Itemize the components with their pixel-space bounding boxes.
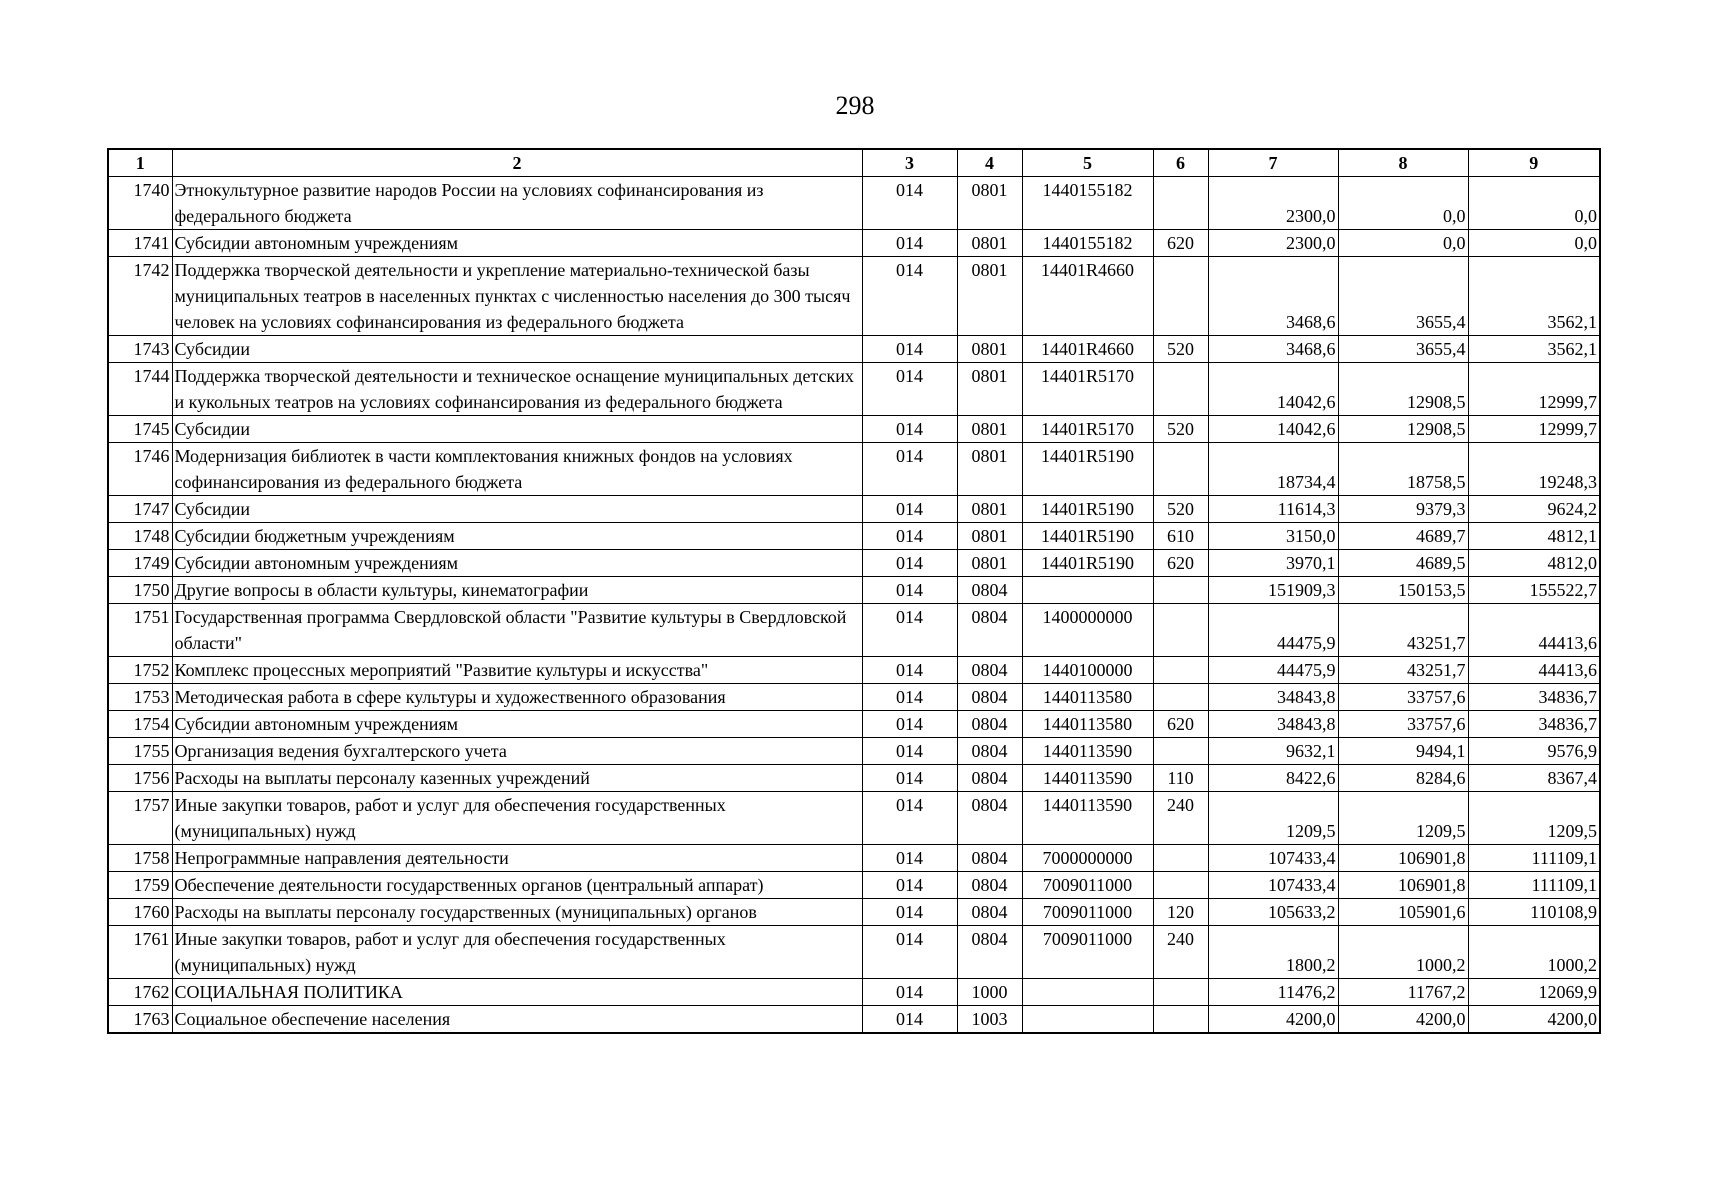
expense-type-code-cell: 520 bbox=[1153, 496, 1208, 523]
section-code-cell: 0804 bbox=[957, 684, 1022, 711]
amount-year-3-cell: 0,0 bbox=[1468, 230, 1600, 257]
row-name-cell: Субсидии bbox=[172, 416, 862, 443]
target-article-code-cell: 1440113580 bbox=[1022, 711, 1153, 738]
row-number-cell: 1740 bbox=[108, 177, 172, 230]
row-name-cell: Субсидии bbox=[172, 496, 862, 523]
target-article-code-cell bbox=[1022, 1006, 1153, 1034]
ministry-code-cell: 014 bbox=[862, 550, 957, 577]
ministry-code-cell: 014 bbox=[862, 416, 957, 443]
amount-year-2-cell: 4200,0 bbox=[1338, 1006, 1468, 1034]
table-row bbox=[108, 550, 1600, 577]
section-code-cell: 0801 bbox=[957, 443, 1022, 496]
target-article-code-cell: 1400000000 bbox=[1022, 604, 1153, 657]
amount-year-2-cell: 106901,8 bbox=[1338, 872, 1468, 899]
amount-year-1-cell: 9632,1 bbox=[1208, 738, 1338, 765]
amount-year-2-cell: 33757,6 bbox=[1338, 684, 1468, 711]
amount-year-3-cell: 9576,9 bbox=[1468, 738, 1600, 765]
row-name-cell: Другие вопросы в области культуры, кинематографии bbox=[172, 577, 862, 604]
amount-year-2-cell: 3655,4 bbox=[1338, 336, 1468, 363]
page-number: 298 bbox=[835, 91, 875, 120]
section-code-cell: 0801 bbox=[957, 496, 1022, 523]
amount-year-3-cell: 12999,7 bbox=[1468, 363, 1600, 416]
row-name-cell: Обеспечение деятельности государственных органов (центральный аппарат) bbox=[172, 872, 862, 899]
row-number-cell: 1748 bbox=[108, 523, 172, 550]
target-article-code-cell: 1440113590 bbox=[1022, 765, 1153, 792]
column-header: 3 bbox=[862, 149, 957, 177]
amount-year-1-cell: 151909,3 bbox=[1208, 577, 1338, 604]
section-code-cell: 0804 bbox=[957, 604, 1022, 657]
amount-year-3-cell: 12999,7 bbox=[1468, 416, 1600, 443]
row-number-cell: 1754 bbox=[108, 711, 172, 738]
table-row bbox=[108, 792, 1600, 845]
expense-type-code-cell: 620 bbox=[1153, 711, 1208, 738]
amount-year-2-cell: 9494,1 bbox=[1338, 738, 1468, 765]
section-code-cell: 0804 bbox=[957, 845, 1022, 872]
table-row bbox=[108, 416, 1600, 443]
ministry-code-cell: 014 bbox=[862, 738, 957, 765]
ministry-code-cell: 014 bbox=[862, 711, 957, 738]
row-name-cell: Организация ведения бухгалтерского учета bbox=[172, 738, 862, 765]
ministry-code-cell: 014 bbox=[862, 899, 957, 926]
column-header: 4 bbox=[957, 149, 1022, 177]
row-number-cell: 1741 bbox=[108, 230, 172, 257]
budget-table bbox=[107, 148, 1601, 1034]
amount-year-2-cell: 9379,3 bbox=[1338, 496, 1468, 523]
target-article-code-cell: 14401R4660 bbox=[1022, 257, 1153, 336]
amount-year-2-cell: 0,0 bbox=[1338, 230, 1468, 257]
target-article-code-cell: 14401R5190 bbox=[1022, 523, 1153, 550]
ministry-code-cell: 014 bbox=[862, 684, 957, 711]
row-number-cell: 1746 bbox=[108, 443, 172, 496]
amount-year-2-cell: 33757,6 bbox=[1338, 711, 1468, 738]
table-body bbox=[108, 177, 1600, 1034]
target-article-code-cell: 14401R5190 bbox=[1022, 496, 1153, 523]
ministry-code-cell: 014 bbox=[862, 872, 957, 899]
amount-year-3-cell: 0,0 bbox=[1468, 177, 1600, 230]
row-number-cell: 1756 bbox=[108, 765, 172, 792]
section-code-cell: 0801 bbox=[957, 523, 1022, 550]
amount-year-1-cell: 2300,0 bbox=[1208, 177, 1338, 230]
ministry-code-cell: 014 bbox=[862, 443, 957, 496]
column-header: 8 bbox=[1338, 149, 1468, 177]
target-article-code-cell: 1440113590 bbox=[1022, 792, 1153, 845]
target-article-code-cell bbox=[1022, 577, 1153, 604]
expense-type-code-cell: 620 bbox=[1153, 550, 1208, 577]
expense-type-code-cell: 520 bbox=[1153, 416, 1208, 443]
amount-year-2-cell: 105901,6 bbox=[1338, 899, 1468, 926]
section-code-cell: 1000 bbox=[957, 979, 1022, 1006]
row-name-cell: Методическая работа в сфере культуры и художественного образования bbox=[172, 684, 862, 711]
row-number-cell: 1763 bbox=[108, 1006, 172, 1034]
expense-type-code-cell bbox=[1153, 845, 1208, 872]
amount-year-2-cell: 18758,5 bbox=[1338, 443, 1468, 496]
table-row bbox=[108, 872, 1600, 899]
row-name-cell: Субсидии bbox=[172, 336, 862, 363]
table-row bbox=[108, 845, 1600, 872]
amount-year-3-cell: 34836,7 bbox=[1468, 684, 1600, 711]
ministry-code-cell: 014 bbox=[862, 363, 957, 416]
amount-year-2-cell: 43251,7 bbox=[1338, 604, 1468, 657]
amount-year-1-cell: 1800,2 bbox=[1208, 926, 1338, 979]
expense-type-code-cell: 120 bbox=[1153, 899, 1208, 926]
row-number-cell: 1743 bbox=[108, 336, 172, 363]
row-name-cell: Социальное обеспечение населения bbox=[172, 1006, 862, 1034]
target-article-code-cell: 1440155182 bbox=[1022, 230, 1153, 257]
table-row bbox=[108, 443, 1600, 496]
ministry-code-cell: 014 bbox=[862, 1006, 957, 1034]
amount-year-1-cell: 107433,4 bbox=[1208, 845, 1338, 872]
ministry-code-cell: 014 bbox=[862, 979, 957, 1006]
table-header-row bbox=[108, 149, 1600, 177]
amount-year-1-cell: 11476,2 bbox=[1208, 979, 1338, 1006]
row-number-cell: 1747 bbox=[108, 496, 172, 523]
amount-year-1-cell: 3150,0 bbox=[1208, 523, 1338, 550]
row-name-cell: Поддержка творческой деятельности и техническое оснащение муниципальных детских и кукольных театров на условиях софинансирования из федерального бюджета bbox=[172, 363, 862, 416]
row-name-cell: Расходы на выплаты персоналу казенных учреждений bbox=[172, 765, 862, 792]
section-code-cell: 0801 bbox=[957, 230, 1022, 257]
amount-year-1-cell: 3970,1 bbox=[1208, 550, 1338, 577]
row-number-cell: 1750 bbox=[108, 577, 172, 604]
column-header: 7 bbox=[1208, 149, 1338, 177]
table-row bbox=[108, 979, 1600, 1006]
row-name-cell: Субсидии автономным учреждениям bbox=[172, 230, 862, 257]
section-code-cell: 0801 bbox=[957, 336, 1022, 363]
row-number-cell: 1761 bbox=[108, 926, 172, 979]
row-name-cell: Субсидии бюджетным учреждениям bbox=[172, 523, 862, 550]
section-code-cell: 0804 bbox=[957, 738, 1022, 765]
target-article-code-cell: 14401R5190 bbox=[1022, 443, 1153, 496]
ministry-code-cell: 014 bbox=[862, 926, 957, 979]
table-row bbox=[108, 1006, 1600, 1034]
target-article-code-cell: 14401R5170 bbox=[1022, 363, 1153, 416]
target-article-code-cell: 14401R4660 bbox=[1022, 336, 1153, 363]
section-code-cell: 0801 bbox=[957, 550, 1022, 577]
amount-year-2-cell: 1000,2 bbox=[1338, 926, 1468, 979]
column-header: 2 bbox=[172, 149, 862, 177]
ministry-code-cell: 014 bbox=[862, 657, 957, 684]
table-row bbox=[108, 336, 1600, 363]
amount-year-2-cell: 12908,5 bbox=[1338, 363, 1468, 416]
amount-year-2-cell: 43251,7 bbox=[1338, 657, 1468, 684]
target-article-code-cell: 1440113580 bbox=[1022, 684, 1153, 711]
column-header: 5 bbox=[1022, 149, 1153, 177]
row-number-cell: 1755 bbox=[108, 738, 172, 765]
column-header: 1 bbox=[108, 149, 172, 177]
expense-type-code-cell: 520 bbox=[1153, 336, 1208, 363]
section-code-cell: 0804 bbox=[957, 765, 1022, 792]
amount-year-3-cell: 8367,4 bbox=[1468, 765, 1600, 792]
amount-year-1-cell: 105633,2 bbox=[1208, 899, 1338, 926]
row-number-cell: 1760 bbox=[108, 899, 172, 926]
section-code-cell: 0804 bbox=[957, 926, 1022, 979]
row-number-cell: 1752 bbox=[108, 657, 172, 684]
ministry-code-cell: 014 bbox=[862, 845, 957, 872]
row-number-cell: 1762 bbox=[108, 979, 172, 1006]
table-row bbox=[108, 711, 1600, 738]
amount-year-2-cell: 1209,5 bbox=[1338, 792, 1468, 845]
row-name-cell: Иные закупки товаров, работ и услуг для обеспечения государственных (муниципальных) нужд bbox=[172, 792, 862, 845]
amount-year-3-cell: 4812,0 bbox=[1468, 550, 1600, 577]
amount-year-2-cell: 0,0 bbox=[1338, 177, 1468, 230]
row-name-cell: Модернизация библиотек в части комплектования книжных фондов на условиях софинансирования из федерального бюджета bbox=[172, 443, 862, 496]
ministry-code-cell: 014 bbox=[862, 765, 957, 792]
row-number-cell: 1758 bbox=[108, 845, 172, 872]
expense-type-code-cell bbox=[1153, 577, 1208, 604]
target-article-code-cell: 7009011000 bbox=[1022, 926, 1153, 979]
table-row bbox=[108, 765, 1600, 792]
section-code-cell: 0804 bbox=[957, 657, 1022, 684]
amount-year-3-cell: 155522,7 bbox=[1468, 577, 1600, 604]
section-code-cell: 0804 bbox=[957, 792, 1022, 845]
amount-year-3-cell: 4200,0 bbox=[1468, 1006, 1600, 1034]
amount-year-1-cell: 2300,0 bbox=[1208, 230, 1338, 257]
table-row bbox=[108, 577, 1600, 604]
row-number-cell: 1745 bbox=[108, 416, 172, 443]
amount-year-3-cell: 44413,6 bbox=[1468, 604, 1600, 657]
section-code-cell: 0804 bbox=[957, 711, 1022, 738]
expense-type-code-cell bbox=[1153, 684, 1208, 711]
table-row bbox=[108, 604, 1600, 657]
amount-year-3-cell: 19248,3 bbox=[1468, 443, 1600, 496]
section-code-cell: 0804 bbox=[957, 872, 1022, 899]
table-row bbox=[108, 899, 1600, 926]
row-number-cell: 1749 bbox=[108, 550, 172, 577]
target-article-code-cell: 7009011000 bbox=[1022, 872, 1153, 899]
section-code-cell: 0801 bbox=[957, 363, 1022, 416]
section-code-cell: 0804 bbox=[957, 577, 1022, 604]
amount-year-1-cell: 44475,9 bbox=[1208, 604, 1338, 657]
target-article-code-cell: 1440113590 bbox=[1022, 738, 1153, 765]
expense-type-code-cell bbox=[1153, 177, 1208, 230]
amount-year-1-cell: 4200,0 bbox=[1208, 1006, 1338, 1034]
amount-year-1-cell: 34843,8 bbox=[1208, 684, 1338, 711]
amount-year-1-cell: 11614,3 bbox=[1208, 496, 1338, 523]
column-header: 6 bbox=[1153, 149, 1208, 177]
expense-type-code-cell bbox=[1153, 604, 1208, 657]
table-row bbox=[108, 684, 1600, 711]
column-header: 9 bbox=[1468, 149, 1600, 177]
amount-year-3-cell: 3562,1 bbox=[1468, 336, 1600, 363]
ministry-code-cell: 014 bbox=[862, 496, 957, 523]
amount-year-1-cell: 107433,4 bbox=[1208, 872, 1338, 899]
amount-year-3-cell: 34836,7 bbox=[1468, 711, 1600, 738]
ministry-code-cell: 014 bbox=[862, 230, 957, 257]
target-article-code-cell: 7000000000 bbox=[1022, 845, 1153, 872]
amount-year-3-cell: 111109,1 bbox=[1468, 872, 1600, 899]
amount-year-1-cell: 14042,6 bbox=[1208, 416, 1338, 443]
expense-type-code-cell: 240 bbox=[1153, 926, 1208, 979]
amount-year-1-cell: 8422,6 bbox=[1208, 765, 1338, 792]
expense-type-code-cell: 610 bbox=[1153, 523, 1208, 550]
amount-year-3-cell: 12069,9 bbox=[1468, 979, 1600, 1006]
ministry-code-cell: 014 bbox=[862, 336, 957, 363]
row-number-cell: 1744 bbox=[108, 363, 172, 416]
expense-type-code-cell bbox=[1153, 363, 1208, 416]
row-number-cell: 1751 bbox=[108, 604, 172, 657]
target-article-code-cell bbox=[1022, 979, 1153, 1006]
table-row bbox=[108, 496, 1600, 523]
amount-year-2-cell: 150153,5 bbox=[1338, 577, 1468, 604]
row-name-cell: Субсидии автономным учреждениям bbox=[172, 550, 862, 577]
expense-type-code-cell: 620 bbox=[1153, 230, 1208, 257]
table-row bbox=[108, 230, 1600, 257]
amount-year-3-cell: 9624,2 bbox=[1468, 496, 1600, 523]
ministry-code-cell: 014 bbox=[862, 523, 957, 550]
amount-year-3-cell: 3562,1 bbox=[1468, 257, 1600, 336]
expense-type-code-cell bbox=[1153, 443, 1208, 496]
amount-year-2-cell: 106901,8 bbox=[1338, 845, 1468, 872]
amount-year-1-cell: 3468,6 bbox=[1208, 257, 1338, 336]
table-row bbox=[108, 926, 1600, 979]
table-row bbox=[108, 177, 1600, 230]
expense-type-code-cell bbox=[1153, 257, 1208, 336]
table-row bbox=[108, 657, 1600, 684]
row-name-cell: Этнокультурное развитие народов России на условиях софинансирования из федерального бюджета bbox=[172, 177, 862, 230]
expense-type-code-cell bbox=[1153, 979, 1208, 1006]
amount-year-1-cell: 34843,8 bbox=[1208, 711, 1338, 738]
amount-year-3-cell: 4812,1 bbox=[1468, 523, 1600, 550]
section-code-cell: 0801 bbox=[957, 257, 1022, 336]
amount-year-3-cell: 111109,1 bbox=[1468, 845, 1600, 872]
row-name-cell: Иные закупки товаров, работ и услуг для обеспечения государственных (муниципальных) нужд bbox=[172, 926, 862, 979]
amount-year-3-cell: 44413,6 bbox=[1468, 657, 1600, 684]
amount-year-2-cell: 8284,6 bbox=[1338, 765, 1468, 792]
target-article-code-cell: 1440100000 bbox=[1022, 657, 1153, 684]
target-article-code-cell: 7009011000 bbox=[1022, 899, 1153, 926]
row-name-cell: Поддержка творческой деятельности и укрепление материально-технической базы муниципальных театров в населенных пунктах с численностью населения до 300 тысяч человек на условиях софинансирования из федерального бюджета bbox=[172, 257, 862, 336]
expense-type-code-cell bbox=[1153, 1006, 1208, 1034]
row-number-cell: 1759 bbox=[108, 872, 172, 899]
section-code-cell: 0801 bbox=[957, 177, 1022, 230]
row-name-cell: Государственная программа Свердловской области "Развитие культуры в Свердловской области" bbox=[172, 604, 862, 657]
target-article-code-cell: 14401R5190 bbox=[1022, 550, 1153, 577]
amount-year-1-cell: 14042,6 bbox=[1208, 363, 1338, 416]
target-article-code-cell: 14401R5170 bbox=[1022, 416, 1153, 443]
amount-year-1-cell: 1209,5 bbox=[1208, 792, 1338, 845]
row-name-cell: СОЦИАЛЬНАЯ ПОЛИТИКА bbox=[172, 979, 862, 1006]
ministry-code-cell: 014 bbox=[862, 792, 957, 845]
amount-year-3-cell: 1209,5 bbox=[1468, 792, 1600, 845]
row-number-cell: 1757 bbox=[108, 792, 172, 845]
table-row bbox=[108, 257, 1600, 336]
amount-year-2-cell: 3655,4 bbox=[1338, 257, 1468, 336]
table-row bbox=[108, 523, 1600, 550]
amount-year-2-cell: 4689,7 bbox=[1338, 523, 1468, 550]
row-number-cell: 1742 bbox=[108, 257, 172, 336]
amount-year-2-cell: 12908,5 bbox=[1338, 416, 1468, 443]
row-name-cell: Субсидии автономным учреждениям bbox=[172, 711, 862, 738]
table-row bbox=[108, 738, 1600, 765]
table-row bbox=[108, 363, 1600, 416]
row-name-cell: Непрограммные направления деятельности bbox=[172, 845, 862, 872]
ministry-code-cell: 014 bbox=[862, 577, 957, 604]
amount-year-2-cell: 4689,5 bbox=[1338, 550, 1468, 577]
ministry-code-cell: 014 bbox=[862, 177, 957, 230]
expense-type-code-cell bbox=[1153, 872, 1208, 899]
expense-type-code-cell: 110 bbox=[1153, 765, 1208, 792]
amount-year-3-cell: 110108,9 bbox=[1468, 899, 1600, 926]
expense-type-code-cell bbox=[1153, 738, 1208, 765]
ministry-code-cell: 014 bbox=[862, 257, 957, 336]
row-name-cell: Комплекс процессных мероприятий "Развитие культуры и искусства" bbox=[172, 657, 862, 684]
row-number-cell: 1753 bbox=[108, 684, 172, 711]
amount-year-2-cell: 11767,2 bbox=[1338, 979, 1468, 1006]
section-code-cell: 0804 bbox=[957, 899, 1022, 926]
expense-type-code-cell bbox=[1153, 657, 1208, 684]
amount-year-1-cell: 3468,6 bbox=[1208, 336, 1338, 363]
section-code-cell: 1003 bbox=[957, 1006, 1022, 1034]
section-code-cell: 0801 bbox=[957, 416, 1022, 443]
amount-year-3-cell: 1000,2 bbox=[1468, 926, 1600, 979]
row-name-cell: Расходы на выплаты персоналу государственных (муниципальных) органов bbox=[172, 899, 862, 926]
amount-year-1-cell: 44475,9 bbox=[1208, 657, 1338, 684]
ministry-code-cell: 014 bbox=[862, 604, 957, 657]
target-article-code-cell: 1440155182 bbox=[1022, 177, 1153, 230]
expense-type-code-cell: 240 bbox=[1153, 792, 1208, 845]
amount-year-1-cell: 18734,4 bbox=[1208, 443, 1338, 496]
